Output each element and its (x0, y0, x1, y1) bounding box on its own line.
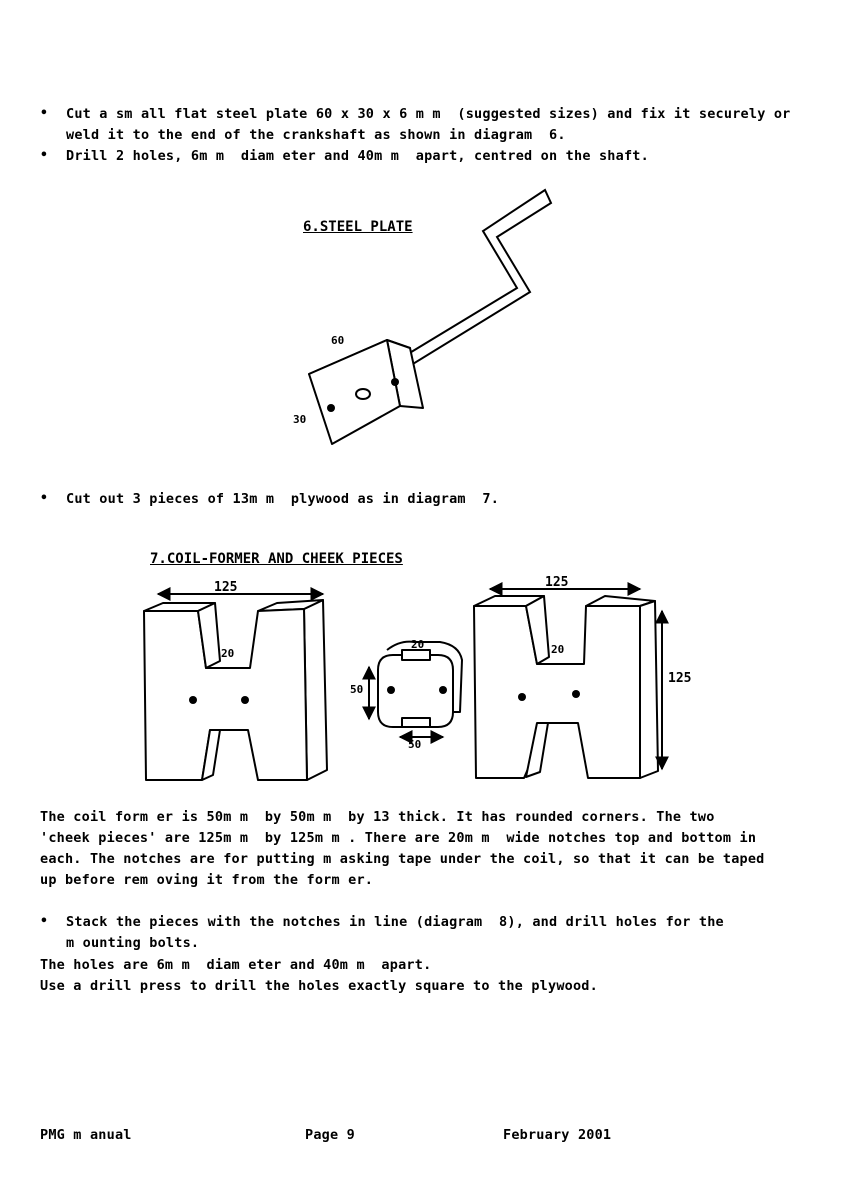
right-height-label: 125 (668, 671, 692, 686)
paragraph-line: each. The notches are for putting m asking tape under the coil, so that it can be taped (40, 851, 765, 867)
paragraph-line: up before rem oving it from the form er. (40, 872, 374, 888)
footer-date: February 2001 (503, 1127, 612, 1143)
left-notch-label: 20 (221, 647, 235, 660)
right-bolt-hole (572, 690, 580, 698)
former-bolt-hole (387, 686, 395, 694)
right-cheek-piece (474, 596, 658, 778)
right-notch-label: 20 (551, 643, 565, 656)
former-notch-label: 20 (411, 638, 425, 651)
plate-dim-60: 60 (331, 334, 345, 347)
left-width-label: 125 (214, 580, 238, 595)
plate-dim-30: 30 (293, 413, 307, 426)
footer-page-number: Page 9 (305, 1127, 355, 1143)
bullet-marker: • (40, 914, 48, 929)
instruction-text: Cut a sm all flat steel plate 60 x 30 x 6 m m (suggested sizes) and fix it securely or (66, 106, 791, 122)
instruction-text: The holes are 6m m diam eter and 40m m apart. (40, 957, 432, 973)
left-cheek-piece (144, 600, 327, 780)
former-height-label: 50 (350, 683, 364, 696)
right-width-label: 125 (545, 575, 569, 590)
diagram-7-caption: 7.COIL-FORMER AND CHEEK PIECES (150, 551, 403, 567)
bullet-marker: • (40, 106, 48, 121)
coil-former (378, 642, 462, 727)
former-width-label: 50 (408, 738, 422, 751)
instruction-text: Drill 2 holes, 6m m diam eter and 40m m apart, centred on the shaft. (66, 148, 649, 164)
instruction-text: Use a drill press to drill the holes exactly square to the plywood. (40, 978, 598, 994)
bullet-marker: • (40, 148, 48, 163)
bullet-marker: • (40, 491, 48, 506)
instruction-text: Cut out 3 pieces of 13m m plywood as in diagram 7. (66, 491, 500, 507)
paragraph-line: The coil form er is 50m m by 50m m by 13 thick. It has rounded corners. The two (40, 809, 715, 825)
left-bolt-hole (189, 696, 197, 704)
instruction-text: Stack the pieces with the notches in line (diagram 8), and drill holes for the (66, 914, 724, 930)
instruction-text: m ounting bolts. (66, 935, 200, 951)
diagram-6-caption: 6.STEEL PLATE (303, 219, 413, 235)
paragraph-line: 'cheek pieces' are 125m m by 125m m . There are 20m m wide notches top and bottom in (40, 830, 757, 846)
right-bolt-hole (518, 693, 526, 701)
former-bolt-hole (439, 686, 447, 694)
footer-title: PMG m anual (40, 1127, 132, 1143)
left-bolt-hole (241, 696, 249, 704)
instruction-text: weld it to the end of the crankshaft as shown in diagram 6. (66, 127, 566, 143)
